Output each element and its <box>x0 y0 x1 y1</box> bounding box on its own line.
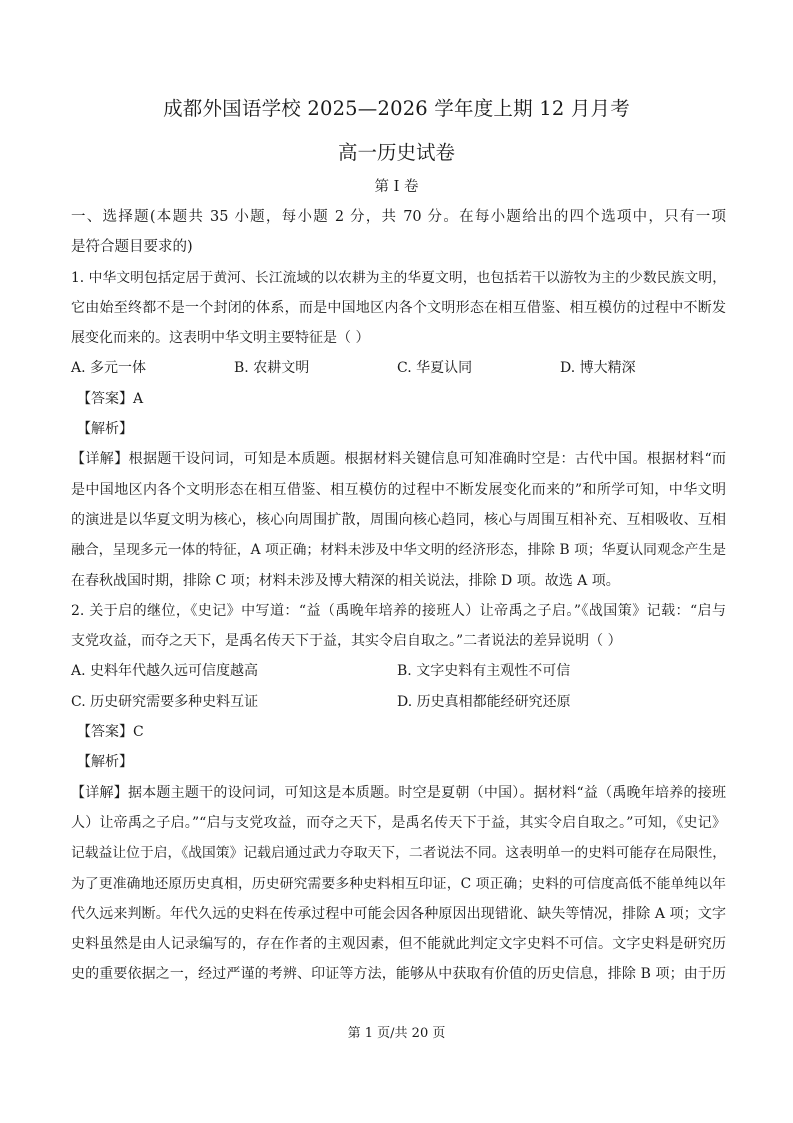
detail-line: 为了更准确地还原历史真相，历史研究需要多种史料相互印证，C 项正确；史料的可信度高低不能单纯以年 <box>71 875 726 892</box>
exam-title: 成都外国语学校 2025—2026 学年度上期 12 月月考 <box>163 97 630 120</box>
option-c: C. 华夏认同 <box>397 360 473 377</box>
detail-line: 代久远来判断。年代久远的史料在传承过程中可能会因各种原因出现错讹、缺失等情况，排除 A 项；文字 <box>71 905 726 922</box>
detail-line: 融合，呈现多元一体的特征，A 项正确；材料未涉及中华文明的经济形态，排除 B 项；华夏认同观念产生是 <box>71 542 726 559</box>
question-options-row <box>71 656 726 686</box>
question-1 <box>71 263 726 596</box>
section-heading-line: 是符合题目要求的) <box>71 239 193 256</box>
answer-label: 【答案】C <box>77 724 144 741</box>
detail-line: 史料虽然是由人记录编写的，存在作者的主观因素，但不能就此判定文字史料不可信。文字史料是研究历 <box>71 936 726 953</box>
option-d: D. 博大精深 <box>560 360 636 377</box>
option-b: B. 文字史料有主观性不可信 <box>397 663 571 680</box>
question-2 <box>71 596 726 990</box>
detail-line: 是中国地区内各个文明形态在相互借鉴、相互模仿的过程中不断发展变化而来的”和所学可知，中华文明 <box>71 481 726 498</box>
detail-line: 记载益让位于启，《战国策》记载启通过武力夺取天下，二者说法不同。这表明单一的史料可能存在局限性， <box>71 845 726 862</box>
detail-line: 【详解】据本题主题干的设问词，可知这是本质题。时空是夏朝（中国）。据材料“益（禹晚年培养的接班 <box>71 784 726 801</box>
question-stem-line: 它由始至终都不是一个封闭的体系，而是中国地区内各个文明形态在相互借鉴、相互模仿的过程中不断发 <box>71 299 726 316</box>
option-b: B. 农耕文明 <box>234 360 310 377</box>
exam-subtitle: 高一历史试卷 <box>337 141 455 164</box>
question-options-row <box>71 687 726 717</box>
question-options <box>71 353 726 383</box>
option-c: C. 历史研究需要多种史料互证 <box>71 693 259 710</box>
page-number: 第 1 页/共 20 页 <box>347 1026 446 1041</box>
question-stem-line: 支党攻益，而夺之天下，是禹名传天下于益，其实令启自取之。”二者说法的差异说明（ ） <box>71 633 622 650</box>
analysis-label: 【解析】 <box>77 754 133 771</box>
detail-line: 【详解】根据题干设问词，可知是本质题。根据材料关键信息可知准确时空是：古代中国。根据材料“而 <box>71 451 726 468</box>
detail-line: 的演进是以华夏文明为核心，核心向周围扩散，周围向核心趋同，核心与周围互相补充、互相吸收、互相 <box>71 511 726 528</box>
volume-label: 第 I 卷 <box>374 179 419 195</box>
option-d: D. 历史真相都能经研究还原 <box>397 693 571 710</box>
exam-body <box>71 202 726 990</box>
question-stem-line: 1. 中华文明包括定居于黄河、长江流域的以农耕为主的华夏文明，也包括若干以游牧为主的少数民族文明， <box>71 269 726 286</box>
question-stem-line: 展变化而来的。这表明中华文明主要特征是（ ） <box>71 330 370 347</box>
section-heading-line: 一、选择题(本题共 35 小题，每小题 2 分，共 70 分。在每小题给出的四个选项中，只有一项 <box>71 209 726 225</box>
answer-label: 【答案】A <box>77 390 144 407</box>
detail-line: 在春秋战国时期，排除 C 项；材料未涉及博大精深的相关说法，排除 D 项。故选 A 项。 <box>71 572 620 589</box>
section-heading <box>71 202 726 263</box>
question-stem-line: 2. 关于启的继位，《史记》中写道：“益（禹晚年培养的接班人）让帝禹之子启。”《战国策》记载：“启与 <box>71 602 726 619</box>
option-a: A. 史料年代越久远可信度越高 <box>71 663 259 680</box>
detail-line: 史的重要依据之一，经过严谨的考辨、印证等方法，能够从中获取有价值的历史信息，排除 B 项；由于历 <box>71 966 726 983</box>
analysis-label: 【解析】 <box>77 421 133 438</box>
option-a: A. 多元一体 <box>71 360 147 377</box>
detail-line: 人）让帝禹之子启。”“启与支党攻益，而夺之天下，是禹名传天下于益，其实令启自取之。”可知，《史记》 <box>71 814 726 831</box>
